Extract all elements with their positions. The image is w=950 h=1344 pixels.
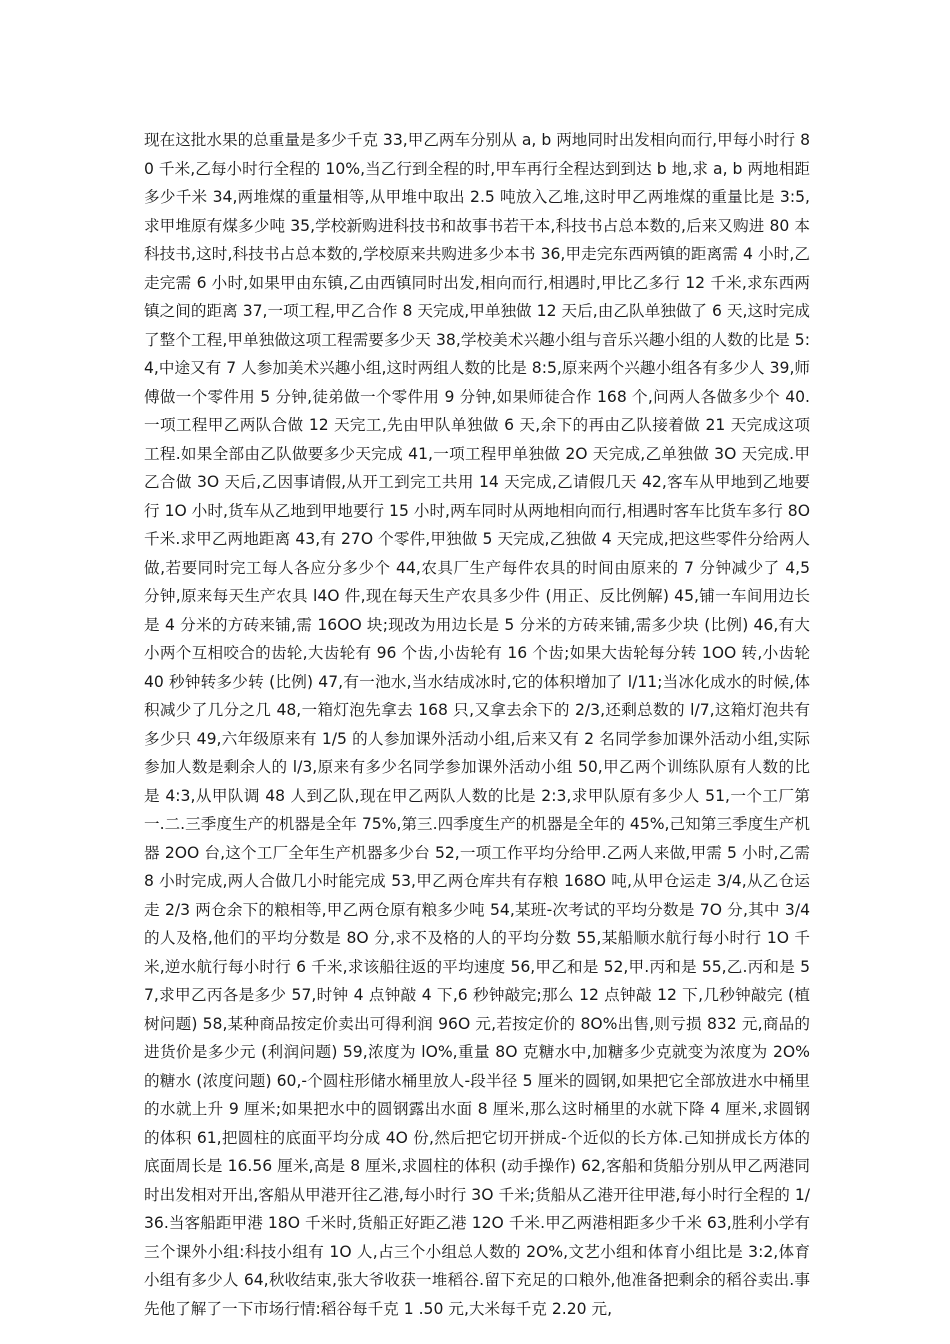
body-text: 现在这批水果的总重量是多少千克 33,甲乙两车分别从 a, b 两地同时出发相向而行,甲每小时行 80 千米,乙每小时行全程的 10%,当乙行到全程的时,甲车再行全程达到到达 b 地,求 a, b 两地相距多少千米 34,两堆煤的重量相等,从甲堆中取出 2.5 吨放入乙堆,这时甲乙两堆煤的重量比是 3:5,求甲堆原有煤多少吨 35,学校新购进科技书和故事书若干本,科技书占总本数的,后来又购进 80 本科技书,这时,科技书占总本数的,学校原来共购进多少本书 36,甲走完东西两镇的距离需 4 小时,乙走完需 6 小时,如果甲由东镇,乙由西镇同时出发,相向而行,相遇时,甲比乙多行 12 千米,求东西两镇之间的距离 37,一项工程,甲乙合作 8 天完成,甲单独做 12 天后,由乙队单独做了 6 天,这时完成了整个工程,甲单独做这项工程需要多少天 38,学校美术兴趣小组与音乐兴趣小组的人数的比是 5:4,中途又有 7 人参加美术兴趣小组,这时两组人数的比是 8:5,原来两个兴趣小组各有多少人 39,师傅做一个零件用 5 分钟,徒弟做一个零件用 9 分钟,如果师徒合作 168 个,问两人各做多少个 40.一项工程甲乙两队合做 12 天完工,先由甲队单独做 6 天,余下的再由乙队接着做 21 天完成这项工程.如果全部由乙队做要多少天完成 41,一项工程甲单独做 2O 天完成,乙单独做 3O 天完成.甲乙合做 3O 天后,乙因事请假,从开工到完工共用 14 天完成,乙请假几天 42,客车从甲地到乙地要行 1O 小时,货车从乙地到甲地要行 15 小时,两车同时从两地相向而行,相遇时客车比货车多行 8O 千米.求甲乙两地距离 43,有 27O 个零件,甲独做 5 天完成,乙独做 4 天完成,把这些零件分给两人做,若要同时完工每人各应分多少个 44,农具厂生产每件农具的时间由原来的 7 分钟减少了 4,5 分钟,原来每天生产农具 l4O 件,现在每天生产农具多少件 (用正、反比例解) 45,铺一车间用边长是 4 分米的方砖来铺,需 16OO 块;现改为用边长是 5 分米的方砖来铺,需多少块 (比例) 46,有大小两个互相咬合的齿轮,大齿轮有 96 个齿,小齿轮有 16 个齿;如果大齿轮每分转 1OO 转,小齿轮 40 秒钟转多少转 (比例) 47,有一池水,当水结成冰时,它的体积增加了 l/11;当冰化成水的时候,体积减少了几分之几 48,一箱灯泡先拿去 168 只,又拿去余下的 2/3,还剩总数的 l/7,这箱灯泡共有多少只 49,六年级原来有 1/5 的人参加课外活动小组,后来又有 2 名同学参加课外活动小组,实际参加人数是剩余人的 l/3,原来有多少名同学参加课外活动小组 50,甲乙两个训练队原有人数的比是 4:3,从甲队调 48 人到乙队,现在甲乙两队人数的比是 2:3,求甲队原有多少人 51,一个工厂第一.二.三季度生产的机器是全年 75%,第三.四季度生产的机器是全年的 45%,己知第三季度生产机器 2OO 台,这个工厂全年生产机器多少台 52,一项工作平均分给甲.乙两人来做,甲需 5 小时,乙需 8 小时完成,两人合做几小时能完成 53,甲乙两仓库共有存粮 168O 吨,从甲仓运走 3/4,从乙仓运走 2/3 两仓余下的粮相等,甲乙两仓原有粮多少吨 54,某班-次考试的平均分数是 7O 分,其中 3/4 的人及格,他们的平均分数是 8O 分,求不及格的人的平均分数 55,某船顺水航行每小时行 1O 千米,逆水航行每小时行 6 千米,求该船往返的平均速度 56,甲乙和是 52,甲.丙和是 55,乙.丙和是 57,求甲乙丙各是多少 57,时钟 4 点钟敲 4 下,6 秒钟敲完;那么 12 点钟敲 12 下,几秒钟敲完 (植树问题) 58,某种商品按定价卖出可得利润 96O 元,若按定价的 8O%出售,则亏损 832 元,商品的进货价是多少元 (利润问题) 59,浓度为 lO%,重量 8O 克糖水中,加糖多少克就变为浓度为 2O%的糖水 (浓度问题) 60,-个圆柱形储水桶里放人-段半径 5 厘米的圆钢,如果把它全部放进水中桶里的水就上升 9 厘米;如果把水中的圆钢露出水面 8 厘米,那么这时桶里的水就下降 4 厘米,求圆钢的体积 61,把圆柱的底面平均分成 4O 份,然后把它切开拼成-个近似的长方体.己知拼成长方体的底面周长是 16.56 厘米,高是 8 厘米,求圆柱的体积 (动手操作) 62,客船和货船分别从甲乙两港同时出发相对开出,客船从甲港开往乙港,每小时行 3O 千米;货船从乙港开往甲港,每小时行全程的 1/36.当客船距甲港 18O 千米时,货船正好距乙港 12O 千米.甲乙两港相距多少千米 63,胜利小学有三个课外小组:科技小组有 1O 人,占三个小组总人数的 2O%,文艺小组和体育小组比是 3:2,体育小组有多少人 64,秋收结束,张大爷收获一堆稻谷.留下充足的口粮外,他准备把剩余的稻谷卖出.事先他了解了一下市场行情:稻谷每千克 1 .50 元,大米每千克 2.20 元, [144, 131, 810, 1318]
